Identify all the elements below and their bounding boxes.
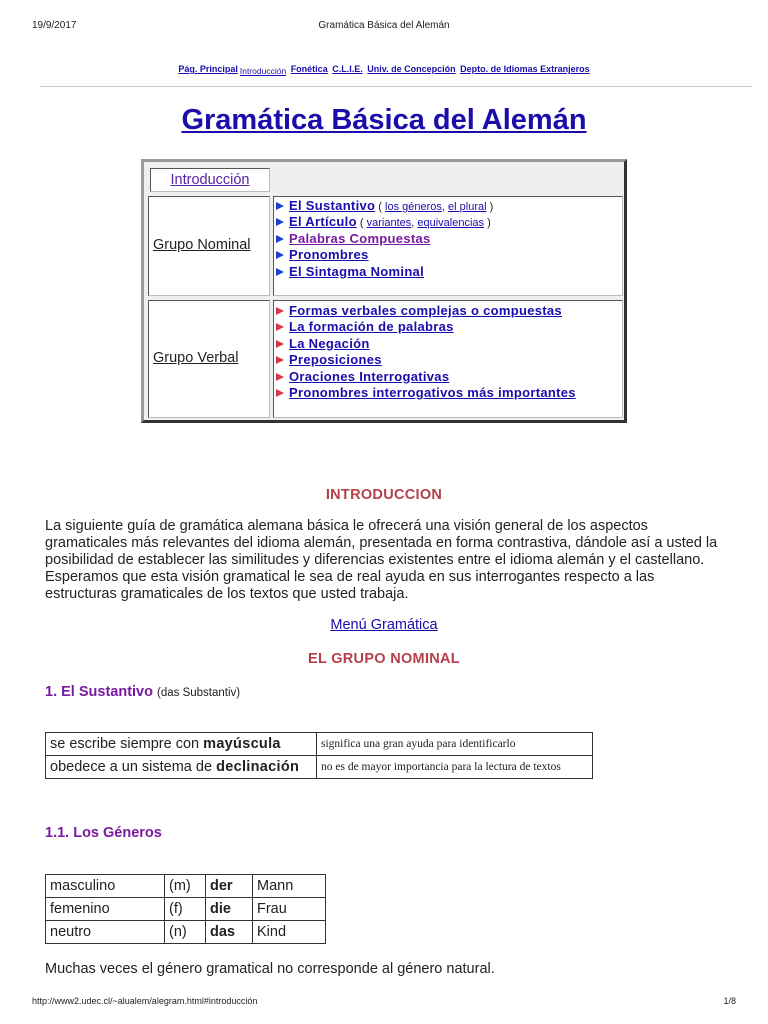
menu-gramatica-link-wrap [0,617,768,633]
generos-note: Muchas veces el género gramatical no corresponde al género natural. [45,961,495,977]
table-cell: (m) [165,875,206,898]
triangle-bullet-icon [276,323,284,331]
list-item [276,264,493,280]
triangle-bullet-icon [276,307,284,315]
subheading-sustantivo-text: 1. El Sustantivo [45,684,153,700]
table-cell: die [206,898,253,921]
print-url: http://www2.udec.cl/~alualem/alegram.html#introducción [32,996,258,1006]
list-item: El Sustantivo ( los géneros, el plural ) [276,198,493,214]
table-cell: der [206,875,253,898]
triangle-bullet-icon [276,202,284,210]
menu-link-los-generos[interactable]: los géneros [385,201,442,213]
table-row [46,921,326,944]
table-cell: masculino [46,875,165,898]
triangle-bullet-icon [276,389,284,397]
list-item [276,319,576,335]
table-cell: Frau [253,898,326,921]
table-cell: significa una gran ayuda para identificarlo [317,733,593,756]
nav-link-introduccion[interactable]: Introducción [239,66,287,76]
menu-link-sustantivo[interactable]: El Sustantivo [289,198,376,213]
table-row [46,898,326,921]
table-cell: femenino [46,898,165,921]
table-cell: obedece a un sistema de declinación [46,756,317,779]
list-item [276,231,493,247]
table-cell: no es de mayor importancia para la lectura de textos [317,756,593,779]
subheading-sustantivo [45,684,240,700]
menu-gramatica-link[interactable]: Menú Gramática [330,617,438,633]
menu-link-negacion[interactable]: La Negación [289,335,370,351]
triangle-bullet-icon [276,268,284,276]
section-heading-introduccion: INTRODUCCION [325,487,443,503]
list-item: El Artículo ( variantes, equivalencias ) [276,214,493,230]
table-cell: (n) [165,921,206,944]
grupo-nominal-list [276,198,493,280]
nav-divider [40,86,752,87]
print-title: Gramática Básica del Alemán [318,20,450,31]
section-heading-grupo-nominal: EL GRUPO NOMINAL [308,651,460,667]
menu-link-sintagma-nominal[interactable]: El Sintagma Nominal [289,263,425,279]
table-cell: das [206,921,253,944]
subheading-sustantivo-aside: (das Substantiv) [157,687,241,699]
grupo-verbal-list [276,303,576,401]
table-cell: (f) [165,898,206,921]
sustantivo-table [45,732,593,779]
page-title[interactable]: Gramática Básica del Alemán [181,104,587,136]
triangle-bullet-icon [276,373,284,381]
grupo-verbal-label: Grupo Verbal [153,350,239,366]
list-item [276,369,576,385]
menu-cell-grupo-nominal-items [273,196,623,296]
menu-cell-grupo-verbal-items [273,300,623,418]
list-item [276,303,576,319]
grammar-menu-table [141,159,627,423]
menu-link-palabras-compuestas[interactable]: Palabras Compuestas [289,230,431,246]
generos-table [45,874,326,944]
paren-open: ( [356,217,367,230]
subheading-generos: 1.1. Los Géneros [45,825,162,841]
triangle-bullet-icon [276,340,284,348]
menu-cell-grupo-nominal [148,196,270,296]
menu-link-introduccion[interactable]: Introducción [170,172,250,188]
triangle-bullet-icon [276,356,284,364]
menu-link-pronombres-interrogativos[interactable]: Pronombres interrogativos más importantes [289,384,576,400]
menu-link-variantes[interactable]: variantes [366,217,412,230]
triangle-bullet-icon [276,218,284,226]
list-item [276,352,576,368]
table-cell: Kind [253,921,326,944]
print-page-number: 1/8 [723,996,736,1006]
list-item [276,385,576,401]
nav-link-clie[interactable]: C.L.I.E. [332,64,363,74]
menu-link-formacion-palabras[interactable]: La formación de palabras [289,319,454,335]
menu-cell-grupo-verbal [148,300,270,418]
top-nav [0,64,768,74]
nav-link-depto[interactable]: Depto. de Idiomas Extranjeros [460,64,590,74]
intro-paragraph: La siguiente guía de gramática alemana básica le ofrecerá una visión general de los aspectos gramaticales más relevantes del idioma alemán, presentada en forma contrastiva, dándole así a usted la posibilidad de establecer las similitudes y diferencias existentes entre el idioma alemán y el castellano. Esperamos que esta visión gramatical le sea de real ayuda en sus interrogantes respecto a las estructuras gramaticales de los textos que usted trabaja. [45,518,718,602]
table-row [46,733,593,756]
menu-link-formas-verbales[interactable]: Formas verbales complejas o compuestas [289,303,562,318]
nav-link-fonetica[interactable]: Fonética [290,64,328,74]
menu-cell-intro [150,168,270,192]
menu-link-preposiciones[interactable]: Preposiciones [289,352,382,368]
menu-link-el-plural[interactable]: el plural [448,201,487,213]
table-row [46,756,593,779]
table-row [46,875,326,898]
grupo-nominal-label: Grupo Nominal [153,237,251,253]
triangle-bullet-icon [276,251,284,259]
table-cell: Mann [253,875,326,898]
nav-link-pag-principal[interactable]: Pág. Principal [178,64,238,74]
list-item [276,247,493,263]
table-cell: se escribe siempre con mayúscula [46,733,317,756]
menu-link-oraciones-interrogativas[interactable]: Oraciones Interrogativas [289,368,450,384]
nav-link-univ[interactable]: Univ. de Concepción [367,64,456,74]
menu-link-equivalencias[interactable]: equivalencias [417,217,485,230]
paren-open: ( [375,201,386,213]
menu-link-pronombres[interactable]: Pronombres [289,247,369,263]
triangle-bullet-icon [276,235,284,243]
paren-close: ) [484,217,491,230]
print-date: 19/9/2017 [32,20,77,31]
paren-close: ) [486,201,494,213]
menu-link-articulo[interactable]: El Artículo [289,214,357,230]
table-cell: neutro [46,921,165,944]
list-item [276,336,576,352]
